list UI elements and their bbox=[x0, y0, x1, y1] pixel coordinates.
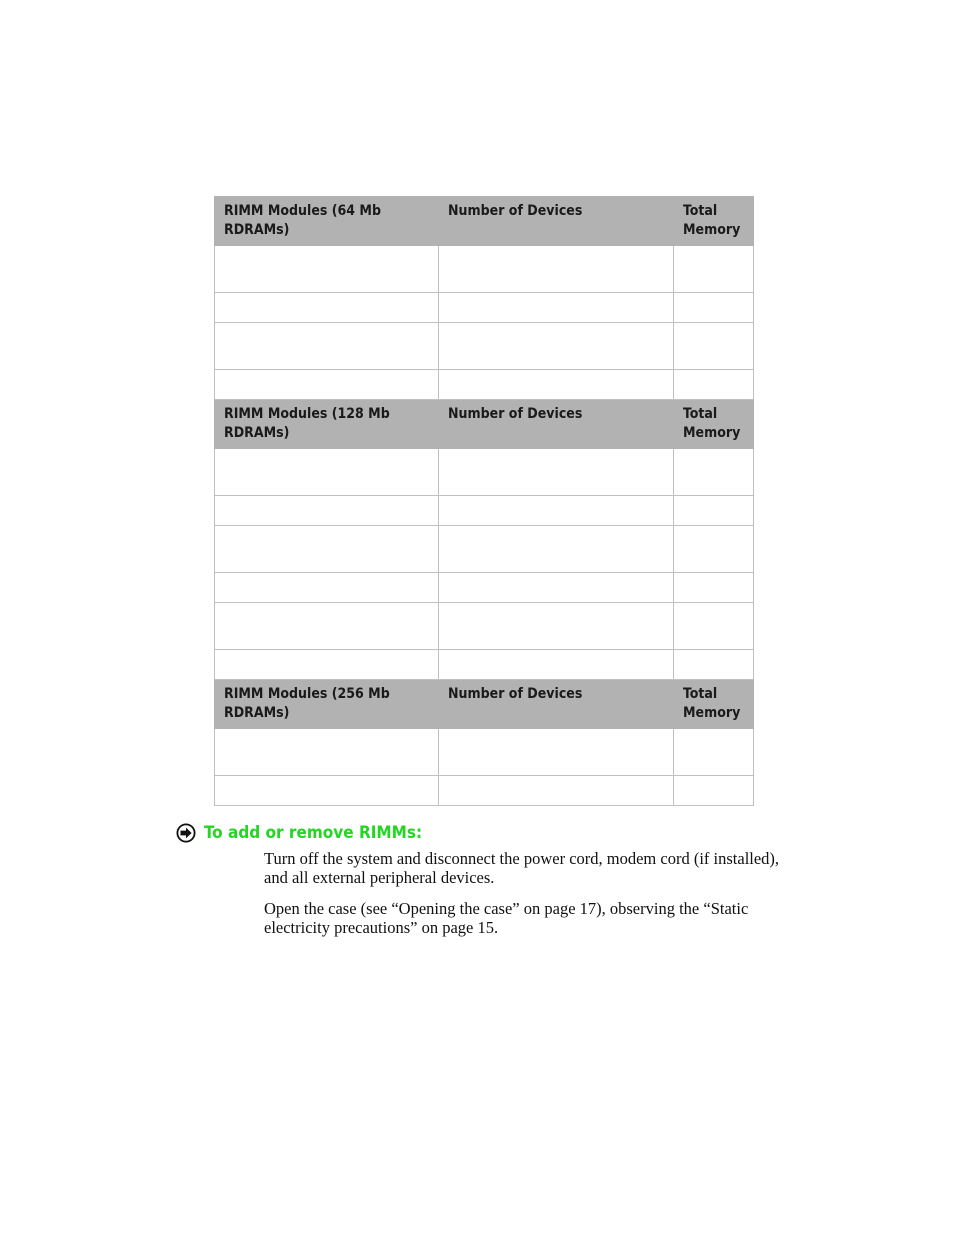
table-header-row bbox=[215, 197, 754, 246]
table-cell bbox=[439, 370, 674, 400]
table-cell bbox=[674, 449, 754, 496]
table-cell bbox=[215, 603, 439, 650]
table-row bbox=[215, 370, 754, 400]
table-cell bbox=[215, 650, 439, 680]
table-row bbox=[215, 603, 754, 650]
table-cell bbox=[674, 370, 754, 400]
procedure-heading bbox=[176, 822, 422, 844]
column-header: Total Memory bbox=[674, 680, 754, 729]
table-row bbox=[215, 293, 754, 323]
table-cell bbox=[439, 449, 674, 496]
rimm-memory-table bbox=[214, 196, 754, 806]
table-cell bbox=[439, 293, 674, 323]
table-row bbox=[215, 449, 754, 496]
table-cell bbox=[215, 496, 439, 526]
table-cell bbox=[215, 293, 439, 323]
table-cell bbox=[674, 729, 754, 776]
column-header: Total Memory bbox=[674, 400, 754, 449]
table-cell bbox=[674, 650, 754, 680]
procedure-step-1: Turn off the system and disconnect the power cord, modem cord (if installed), and all external peripheral devices. bbox=[264, 849, 780, 887]
table-row bbox=[215, 776, 754, 806]
table-cell bbox=[439, 573, 674, 603]
table-header-row bbox=[215, 400, 754, 449]
table-cell bbox=[439, 496, 674, 526]
table-cell bbox=[439, 776, 674, 806]
procedure-title: To add or remove RIMMs: bbox=[204, 823, 423, 843]
table-row bbox=[215, 729, 754, 776]
column-header: Number of Devices bbox=[439, 400, 674, 449]
table-cell bbox=[439, 603, 674, 650]
table-row bbox=[215, 573, 754, 603]
table-cell bbox=[674, 603, 754, 650]
table-cell bbox=[674, 323, 754, 370]
table-cell bbox=[215, 449, 439, 496]
table-cell bbox=[215, 246, 439, 293]
table-row bbox=[215, 650, 754, 680]
table-cell bbox=[215, 776, 439, 806]
table-cell bbox=[215, 323, 439, 370]
column-header: RIMM Modules (128 Mb RDRAMs) bbox=[215, 400, 439, 449]
procedure-step-2: Open the case (see “Opening the case” on page 17), observing the “Static electricity precautions” on page 15. bbox=[264, 899, 749, 937]
table-cell bbox=[439, 526, 674, 573]
column-header: Number of Devices bbox=[439, 680, 674, 729]
arrow-right-circle-icon bbox=[176, 823, 196, 843]
column-header: RIMM Modules (256 Mb RDRAMs) bbox=[215, 680, 439, 729]
rimm-table-body bbox=[215, 197, 754, 806]
table-header-row bbox=[215, 680, 754, 729]
table-cell bbox=[439, 246, 674, 293]
table-cell bbox=[439, 323, 674, 370]
table-cell bbox=[215, 370, 439, 400]
table-cell bbox=[674, 776, 754, 806]
table-row bbox=[215, 246, 754, 293]
column-header: Number of Devices bbox=[439, 197, 674, 246]
table-cell bbox=[674, 573, 754, 603]
table-row bbox=[215, 526, 754, 573]
column-header: Total Memory bbox=[674, 197, 754, 246]
table-cell bbox=[215, 573, 439, 603]
table-cell bbox=[439, 729, 674, 776]
table-cell bbox=[674, 526, 754, 573]
table-row bbox=[215, 323, 754, 370]
table-cell bbox=[674, 293, 754, 323]
table-cell bbox=[215, 729, 439, 776]
table-cell bbox=[215, 526, 439, 573]
column-header: RIMM Modules (64 Mb RDRAMs) bbox=[215, 197, 439, 246]
table-cell bbox=[674, 496, 754, 526]
table-cell bbox=[439, 650, 674, 680]
table-cell bbox=[674, 246, 754, 293]
table-row bbox=[215, 496, 754, 526]
